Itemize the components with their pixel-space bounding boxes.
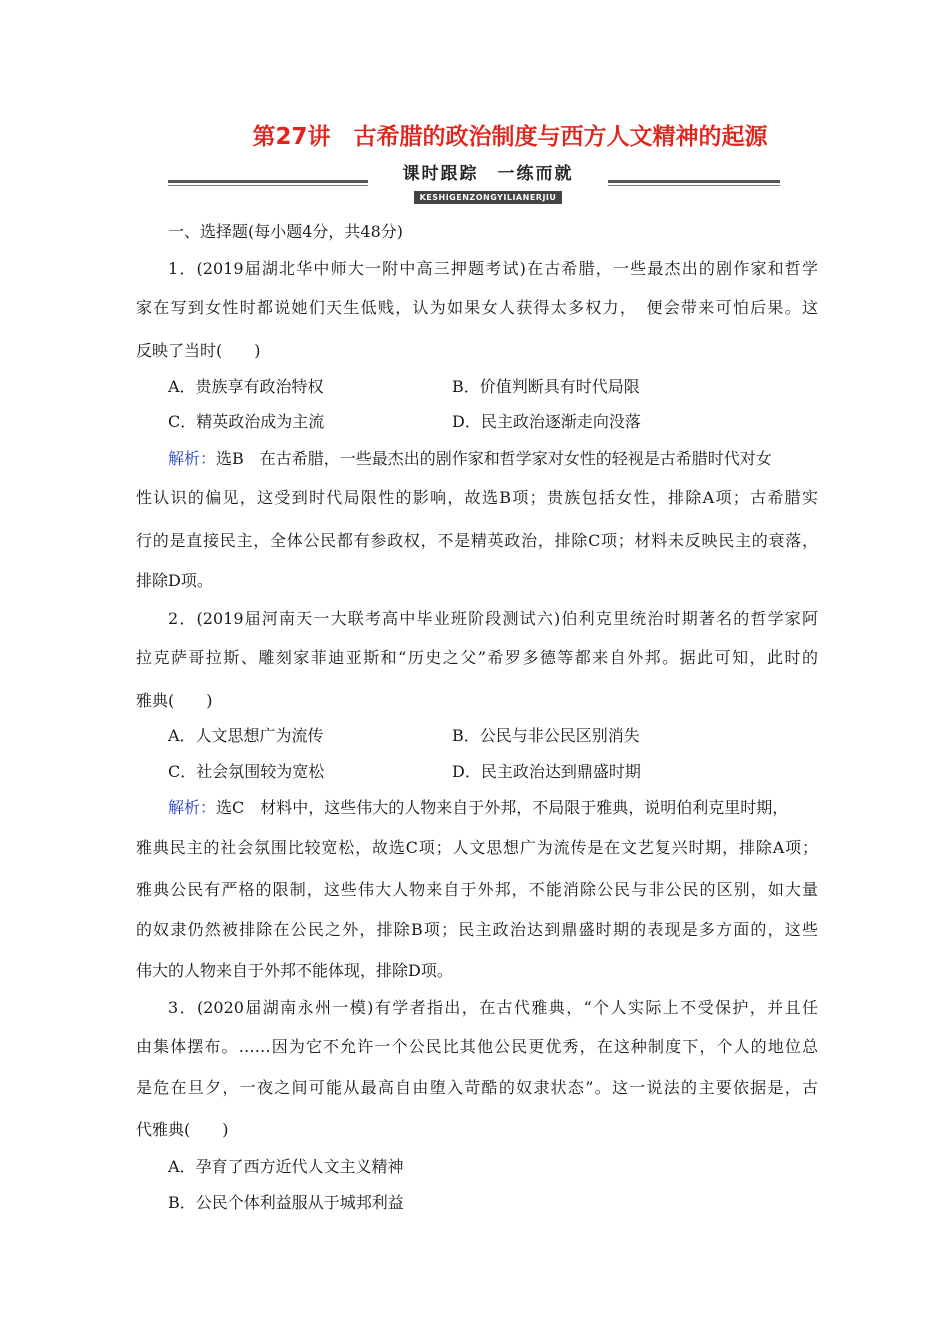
banner-rule-left-thin bbox=[168, 185, 368, 186]
q1-analysis-line-1 bbox=[168, 449, 818, 469]
q3-stem-line-4: 代雅典( ) bbox=[136, 1120, 229, 1139]
q2-analysis-line-1 bbox=[168, 798, 818, 818]
q2-stem-line-3: 雅典( ) bbox=[136, 691, 213, 710]
q1-stem-line-1: 1．(2019届湖北华中师大一附中高三押题考试)在古希腊，一些最杰出的剧作家和哲学 bbox=[168, 259, 818, 278]
page-title: 第27讲 古希腊的政治制度与西方人文精神的起源 bbox=[252, 124, 768, 150]
banner-rule-right bbox=[608, 180, 780, 183]
q1-analysis-text: 选B 在古希腊，一些最杰出的剧作家和哲学家对女性的轻视是古希腊时代对女 bbox=[216, 449, 772, 468]
q1-option-a: A．贵族享有政治特权 bbox=[168, 377, 324, 396]
q1-analysis-line-3: 行的是直接民主，全体公民都有参政权，不是精英政治，排除C项；材料未反映民主的衰落， bbox=[136, 531, 818, 550]
q1-analysis-line-2: 性认识的偏见，这受到时代局限性的影响，故选B项；贵族包括女性，排除A项；古希腊实 bbox=[136, 488, 818, 507]
q3-stem-line-3: 是危在旦夕，一夜之间可能从最高自由堕入苛酷的奴隶状态”。这一说法的主要依据是，古 bbox=[136, 1078, 818, 1097]
q2-analysis-label: 解析： bbox=[168, 798, 217, 817]
q2-analysis-line-4: 的奴隶仍然被排除在公民之外，排除B项；民主政治达到鼎盛时期的表现是多方面的，这些 bbox=[136, 920, 818, 939]
section-heading: 一、选择题(每小题4分，共48分) bbox=[168, 222, 404, 241]
q2-option-c: C．社会氛围较为宽松 bbox=[168, 762, 325, 781]
q1-option-b: B．价值判断具有时代局限 bbox=[452, 377, 640, 396]
q2-analysis-line-2: 雅典民主的社会氛围比较宽松，故选C项；人文思想广为流传是在文艺复兴时期，排除A项； bbox=[136, 838, 818, 857]
q1-stem-line-2: 家在写到女性时都说她们天生低贱，认为如果女人获得太多权力， 便会带来可怕后果。这 bbox=[136, 298, 818, 317]
q3-stem-line-2: 由集体摆布。……因为它不允许一个公民比其他公民更优秀，在这种制度下，个人的地位总 bbox=[136, 1037, 818, 1056]
banner-title: 课时跟踪 一练而就 bbox=[402, 164, 574, 184]
q3-stem-line-1: 3．(2020届湖南永州一模)有学者指出，在古代雅典，“个人实际上不受保护，并且任 bbox=[168, 998, 818, 1017]
banner-rule-right-thin bbox=[608, 185, 780, 186]
q1-stem-line-3: 反映了当时( ) bbox=[136, 341, 261, 360]
q3-option-b: B．公民个体利益服从于城邦利益 bbox=[168, 1193, 404, 1212]
q1-analysis-line-4: 排除D项。 bbox=[136, 571, 213, 590]
banner-subtitle: KESHIGENZONGYILIANERJIU bbox=[414, 191, 563, 204]
q2-option-b: B．公民与非公民区别消失 bbox=[452, 726, 640, 745]
q1-option-d: D．民主政治逐渐走向没落 bbox=[452, 412, 641, 431]
q2-stem-line-2: 拉克萨哥拉斯、雕刻家菲迪亚斯和“历史之父”希罗多德等都来自外邦。据此可知，此时的 bbox=[136, 648, 818, 667]
banner-center bbox=[373, 163, 603, 202]
q2-stem-line-1: 2．(2019届河南天一大联考高中毕业班阶段测试六)伯利克里统治时期著名的哲学家阿 bbox=[168, 609, 818, 628]
q2-analysis-text: 选C 材料中，这些伟大的人物来自于外邦，不局限于雅典，说明伯利克里时期， bbox=[216, 798, 789, 817]
q2-option-d: D．民主政治达到鼎盛时期 bbox=[452, 762, 641, 781]
q3-option-a: A．孕育了西方近代人文主义精神 bbox=[168, 1157, 404, 1176]
q1-option-c: C．精英政治成为主流 bbox=[168, 412, 325, 431]
q2-analysis-line-5: 伟大的人物来自于外邦不能体现，排除D项。 bbox=[136, 961, 453, 980]
q2-option-a: A．人文思想广为流传 bbox=[168, 726, 324, 745]
q1-analysis-label: 解析： bbox=[168, 449, 217, 468]
section-banner bbox=[168, 163, 780, 202]
q2-analysis-line-3: 雅典公民有严格的限制，这些伟大人物来自于外邦，不能消除公民与非公民的区别，如大量 bbox=[136, 880, 818, 899]
banner-rule-left bbox=[168, 180, 368, 183]
